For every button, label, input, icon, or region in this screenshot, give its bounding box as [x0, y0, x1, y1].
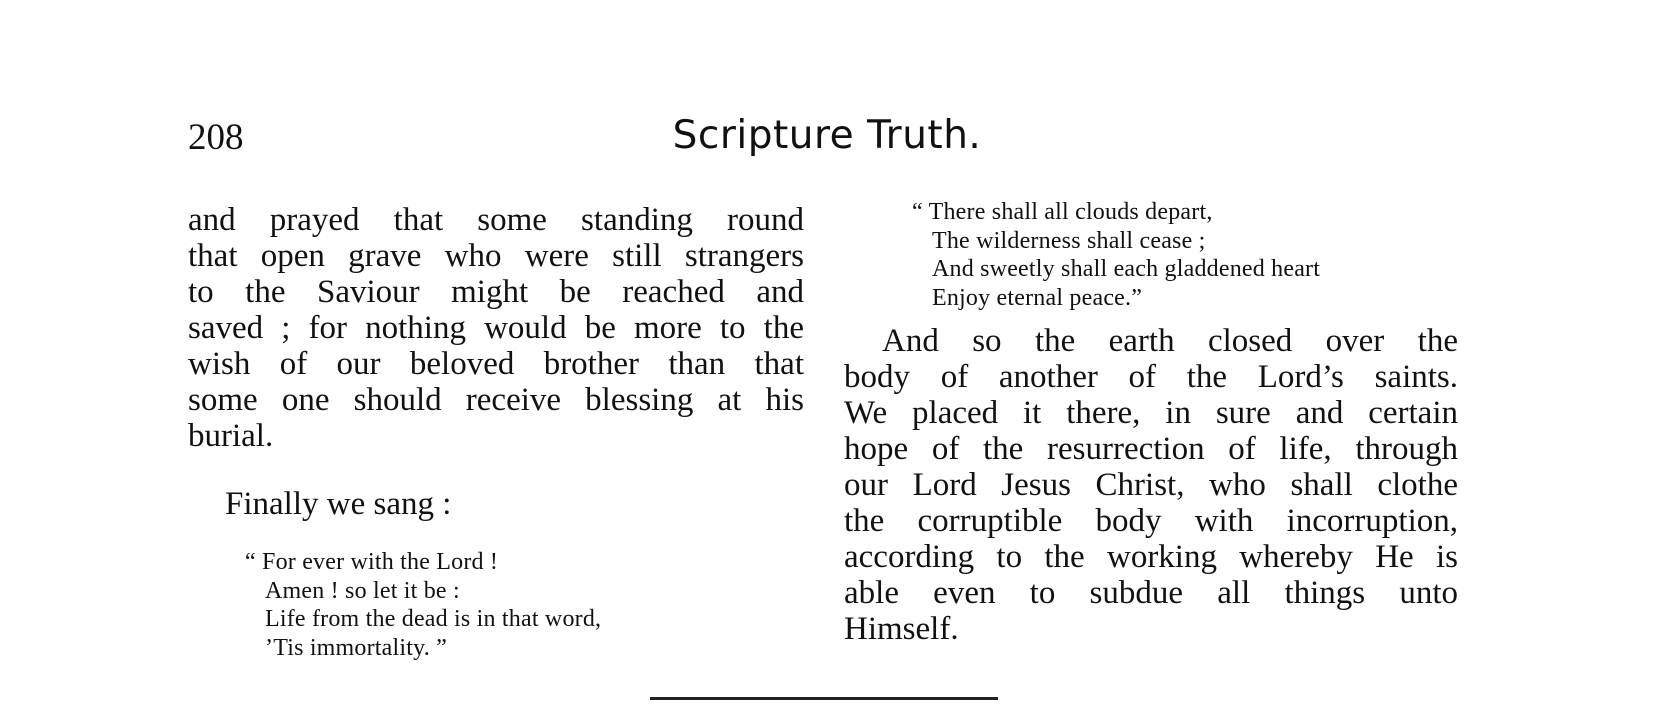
- paragraph-line: to the Saviour might be reached and: [188, 274, 804, 310]
- paragraph-line: body of another of the Lord’s saints.: [844, 359, 1458, 395]
- verse-line: ’Tis immortality. ”: [265, 634, 448, 661]
- paragraph-line: some one should receive blessing at his: [188, 382, 804, 418]
- paragraph-line: We placed it there, in sure and certain: [844, 395, 1458, 431]
- verse-line: Amen ! so let it be :: [265, 577, 460, 604]
- paragraph-line: Himself.: [844, 611, 959, 647]
- hymn-verse-clouds-depart: [912, 198, 1458, 312]
- paragraph-line: our Lord Jesus Christ, who shall clothe: [844, 467, 1458, 503]
- verse-line: Life from the dead is in that word,: [265, 606, 602, 632]
- paragraph-line: burial.: [188, 418, 274, 454]
- right-column: [844, 199, 1458, 647]
- running-title: Scripture Truth.: [672, 113, 982, 158]
- verse-line: “ For ever with the Lord !: [245, 549, 499, 575]
- footer-rule: [650, 697, 998, 700]
- paragraph-line: that open grave who were still strangers: [188, 238, 804, 274]
- paragraph-line: wish of our beloved brother than that: [188, 346, 804, 382]
- verse-line: And sweetly shall each gladdened heart: [932, 256, 1321, 282]
- paragraph-line: saved ; for nothing would be more to the: [188, 310, 804, 346]
- verse-line: “ There shall all clouds depart,: [912, 199, 1213, 225]
- left-column: [188, 202, 804, 662]
- verse-line: The wilderness shall cease ;: [932, 227, 1206, 254]
- paragraph-line: the corruptible body with incorruption,: [844, 503, 1458, 539]
- closing-paragraph: [844, 323, 1458, 647]
- paragraph-line: and prayed that some standing round: [188, 202, 804, 238]
- verse-line: Enjoy eternal peace.”: [932, 284, 1143, 311]
- paragraph-line: And so the earth closed over the: [882, 323, 1458, 359]
- page-number: 208: [188, 117, 244, 158]
- hymn-verse-for-ever: [245, 548, 804, 662]
- burial-paragraph: [188, 202, 804, 454]
- paragraph-line: hope of the resurrection of life, through: [844, 431, 1458, 467]
- paragraph-line: according to the working whereby He is: [844, 539, 1458, 575]
- paragraph-line: able even to subdue all things unto: [844, 575, 1458, 611]
- hymn-lead-in: Finally we sang :: [225, 486, 452, 522]
